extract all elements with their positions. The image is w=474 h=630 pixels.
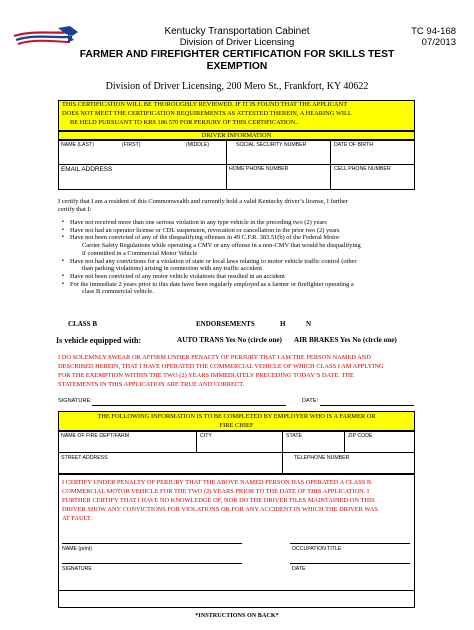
form-title-line1: FARMER AND FIREFIGHTER CERTIFICATION FOR SKILLS TEST: [79, 49, 395, 60]
bullet-item: ▪ Have not received more than one serious violation in any type vehicle in the preceding two (2) years: [62, 219, 361, 227]
form-title-line2: EXEMPTION: [206, 61, 268, 72]
dob-field[interactable]: [333, 150, 412, 159]
bullet-item-continuation: Carrier Safety Regulations while operating a CMV or any offense in a non-CMV that would be disqualifying: [82, 242, 361, 250]
state-field[interactable]: [285, 440, 341, 449]
certify-bullet-list: [62, 219, 361, 296]
city-field[interactable]: [199, 440, 279, 449]
city-label: CITY: [200, 433, 212, 439]
ssn-field[interactable]: [229, 150, 327, 159]
oath-line1: I DO SOLEMNLY SWEAR OR AFFIRM UNDER PENALTY OF PERJURY THAT I AM THE PERSON NAMED AND: [58, 354, 372, 361]
zip-field[interactable]: [347, 440, 412, 449]
occupation-title-field[interactable]: [290, 533, 410, 542]
employer-cert-line5: AT FAULT.: [62, 515, 92, 522]
bullet-item-continuation: if committed in a Commercial Motor Vehicle: [82, 249, 198, 257]
bullet-item: ▪ Have not been convicted of any of the disqualifying offenses in 49 C.F.R. 383.51(b) of the Federal Motor: [62, 234, 361, 242]
applicant-date-field[interactable]: [320, 396, 414, 405]
division-address: Division of Driver Licensing, 200 Mero St., Frankfort, KY 40622: [105, 81, 369, 92]
applicant-date-label: DATE:: [302, 398, 319, 404]
form-date: 07/2013: [421, 37, 456, 48]
bullet-item-continuation: class B commercial vehicle.: [82, 288, 154, 296]
certify-intro-line2: certify that I:: [58, 206, 92, 213]
endorsements-label: ENDORSEMENTS: [196, 320, 255, 328]
email-label: EMAIL ADDRESS: [61, 166, 113, 173]
oath-line4: STATEMENTS IN THIS APPLICATION ARE TRUE AND CORRECT.: [58, 381, 245, 388]
street-address-field[interactable]: [61, 462, 279, 471]
form-number: TC 94-168: [411, 26, 456, 37]
name-last-label: NAME (LAST): [61, 142, 94, 148]
email-field[interactable]: [61, 176, 223, 185]
warning-line1: THIS CERTIFICATION WILL BE THOROUGHLY REVIEWED. IF IT IS FOUND THAT THE APPLICANT: [62, 101, 348, 108]
endorsement-h[interactable]: H: [280, 320, 286, 328]
certify-intro-line1: I certify that I am a resident of this Commonwealth and currently hold a valid Kentucky driver’s license, I further: [58, 198, 348, 205]
bullet-item: ▪ Have not had any convictions for a violation of state or local laws relating to motor vehicle traffic control (other: [62, 258, 361, 266]
agency-name: Kentucky Transportation Cabinet: [164, 26, 310, 37]
telephone-label: TELEPHONE NUMBER: [294, 455, 350, 461]
air-brakes-choice[interactable]: AIR BRAKES Yes No (circle one): [294, 336, 397, 344]
cell-phone-field[interactable]: [333, 176, 412, 185]
employer-date-field[interactable]: [290, 553, 410, 562]
oath-line2: DESCRIBED HEREIN, THAT I HAVE OPERATED THE COMMERCIAL VEHICLE OF WHICH CLASS I AM APPLYING: [58, 363, 384, 370]
street-address-label: STREET ADDRESS: [61, 455, 108, 461]
driver-name-field[interactable]: [61, 150, 223, 159]
fire-dept-name-field[interactable]: [61, 440, 193, 449]
instructions-footer: *INSTRUCTIONS ON BACK*: [195, 612, 279, 619]
bullet-item: ▪ Have not had an operator license or CDL suspension, revocation or cancellation in the prior two (2) years: [62, 227, 361, 235]
cell-phone-label: CELL PHONE NUMBER: [334, 166, 391, 172]
occupation-title-label: OCCUPATION TITLE: [292, 546, 342, 552]
bullet-item-continuation: than parking violations) arising in connection with any traffic accident: [82, 265, 263, 273]
warning-line2: DOES NOT MEET THE CERTIFICATION REQUIREMENTS AS ATTESTED THEREIN, A HEARING WILL: [62, 110, 352, 117]
state-label: STATE: [286, 433, 302, 439]
employer-name-print-label: NAME (print): [62, 546, 92, 552]
home-phone-label: HOME PHONE NUMBER: [229, 166, 289, 172]
fire-dept-name-label: NAME OF FIRE DEPT/FARM: [61, 433, 130, 439]
bullet-item: ▪ Have not been convicted of any motor vehicle violations that resulted in an accident: [62, 273, 361, 281]
class-label: CLASS B: [68, 320, 97, 328]
employer-cert-line4: DRIVER SHOW ANY CONVICTIONS FOR VIOLATIONS OR FOR ANY ACCIDENT IN WHICH THE DRIVER WAS: [62, 506, 378, 513]
bullet-item: ▪ For the immediate 2 years prior to this date have been regularly employed as a farmer or firefighter operating a: [62, 281, 361, 289]
employer-name-field[interactable]: [62, 533, 242, 542]
auto-trans-choice[interactable]: AUTO TRANS Yes No (circle one): [177, 336, 282, 344]
employer-cert-line3: FURTHER CERTIFY THAT I HAVE NO KNOWLEDGE OF, NOR DO THE DRIVER FILES MAINTAINED ON THIS: [62, 497, 375, 504]
applicant-signature-field[interactable]: [92, 396, 286, 405]
oath-line3: FOR THE EXEMPTION WITHIN THE TWO (2) YEARS IMMEDIATELY PRECEDING TODAY’S DATE. THE: [58, 372, 354, 379]
applicant-signature-label: SIGNATURE:: [58, 398, 92, 404]
driver-info-heading: DRIVER INFORMATION: [201, 131, 272, 139]
equipped-label: Is vehicle equipped with:: [56, 336, 142, 345]
employer-heading-line1: THE FOLLOWING INFORMATION IS TO BE COMPLETED BY EMPLOYER WHO IS A FARMER OR: [97, 413, 376, 420]
employer-heading-line2: FIRE CHIEF: [219, 422, 254, 429]
employer-signature-field[interactable]: [62, 553, 242, 562]
employer-signature-label: SIGNATURE: [62, 566, 92, 572]
employer-cert-line1: I CERTIFY UNDER PENALTY OF PERJURY THAT THE ABOVE NAMED PERSON HAS OPERATED A CLASS B: [62, 479, 372, 486]
endorsement-n[interactable]: N: [306, 320, 312, 328]
ssn-label: SOCIAL SECURITY NUMBER: [236, 142, 307, 148]
telephone-field[interactable]: [285, 462, 412, 471]
employer-cert-line2: COMMERCIAL MOTOR VEHICLE FOR THE TWO (2) YEARS PRIOR TO THE DATE OF THIS APPLICATION. I: [62, 488, 370, 495]
middle-name-label: (MIDDLE): [186, 142, 210, 148]
employer-date-label: DATE: [292, 566, 306, 572]
first-name-label: (FIRST): [122, 142, 141, 148]
warning-line3: BE HELD PURSUANT TO KRS 186.570 FOR PERJURY OF THIS CERTIFICATION..: [70, 119, 299, 126]
division-name: Division of Driver Licensing: [179, 37, 295, 48]
dob-label: DATE OF BIRTH: [334, 142, 374, 148]
home-phone-field[interactable]: [229, 176, 327, 185]
zip-label: ZIP CODE: [348, 433, 373, 439]
